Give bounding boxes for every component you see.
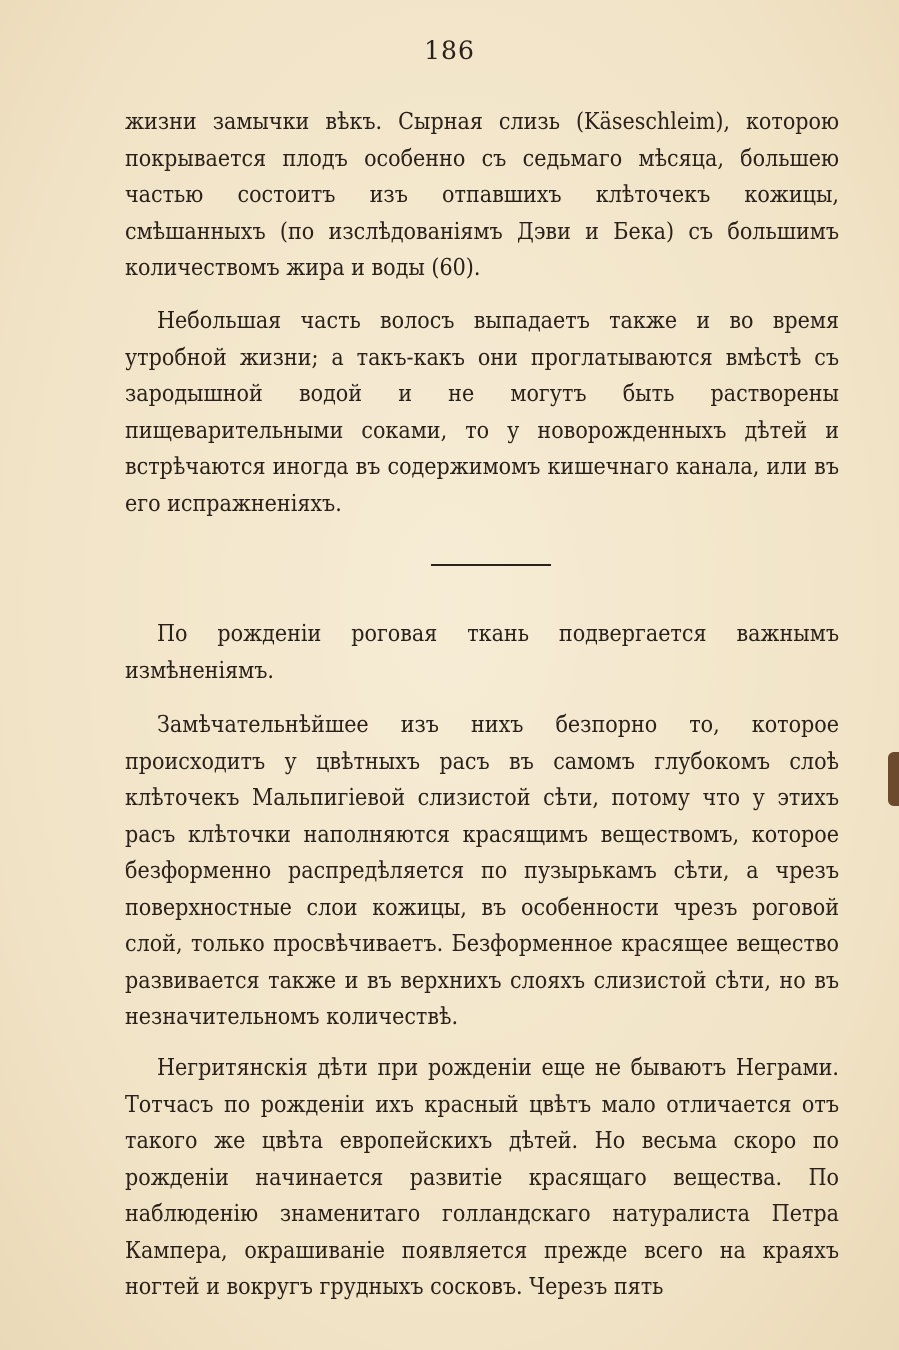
section-divider [431,564,551,566]
page-number: 186 [424,36,475,65]
paragraph-5-text: Негритянскія дѣти при рожденіи еще не бываютъ Неграми. Тотчасъ по рожденіи ихъ красный цвѣтъ мало отличается отъ такого же цвѣта европейскихъ дѣтей. Но весьма скоро по рожденіи начинается развитіе красящаго вещества. По наблюденію знаменитаго голландскаго натуралиста Петра Кампера, окрашиваніе появляется прежде всего на краяхъ ногтей и вокругъ грудныхъ сосковъ. Черезъ пять [125,1055,839,1300]
paragraph-2-text: Небольшая часть волосъ выпадаетъ также и во время утробной жизни; а такъ-какъ они проглатываются вмѣстѣ съ зародышной водой и не могутъ быть растворены пищеварительными соками, то у новорожденныхъ дѣтей и встрѣчаются иногда въ содержимомъ кишечнаго канала, или въ его испражненіяхъ. [125,308,839,517]
paragraph-4-text: Замѣчательнѣйшее изъ нихъ безпорно то, которое происходитъ у цвѣтныхъ расъ въ самомъ глубокомъ слоѣ клѣточекъ Мальпигіевой слизистой сѣти, потому что у этихъ расъ клѣточки наполняются красящимъ веществомъ, которое безформенно распредѣляется по пузырькамъ сѣти, а чрезъ поверхностные слои кожицы, въ особенности чрезъ роговой слой, только просвѣчиваетъ. Безформенное красящее вещество развивается также и въ верхнихъ слояхъ слизистой сѣти, но въ незначительномъ количествѣ. [125,712,839,1030]
paragraph-1-text: жизни замычки вѣкъ. Сырная слизь (Käseschleim), которою покрывается плодъ особенно съ седьмаго мѣсяца, большею частью состоитъ изъ отпавшихъ клѣточекъ кожицы, смѣшанныхъ (по изслѣдованіямъ Дэви и Бека) съ большимъ количествомъ жира и воды (60). [125,109,839,281]
paragraph-2 [125,303,839,522]
paragraph-1 [125,104,839,287]
paragraph-3-text: По рожденіи роговая ткань подвергается важнымъ измѣненіямъ. [125,621,839,684]
page-edge-mark [888,752,899,806]
paragraph-4 [125,707,839,1036]
paragraph-3 [125,616,839,689]
paragraph-5 [125,1050,839,1306]
